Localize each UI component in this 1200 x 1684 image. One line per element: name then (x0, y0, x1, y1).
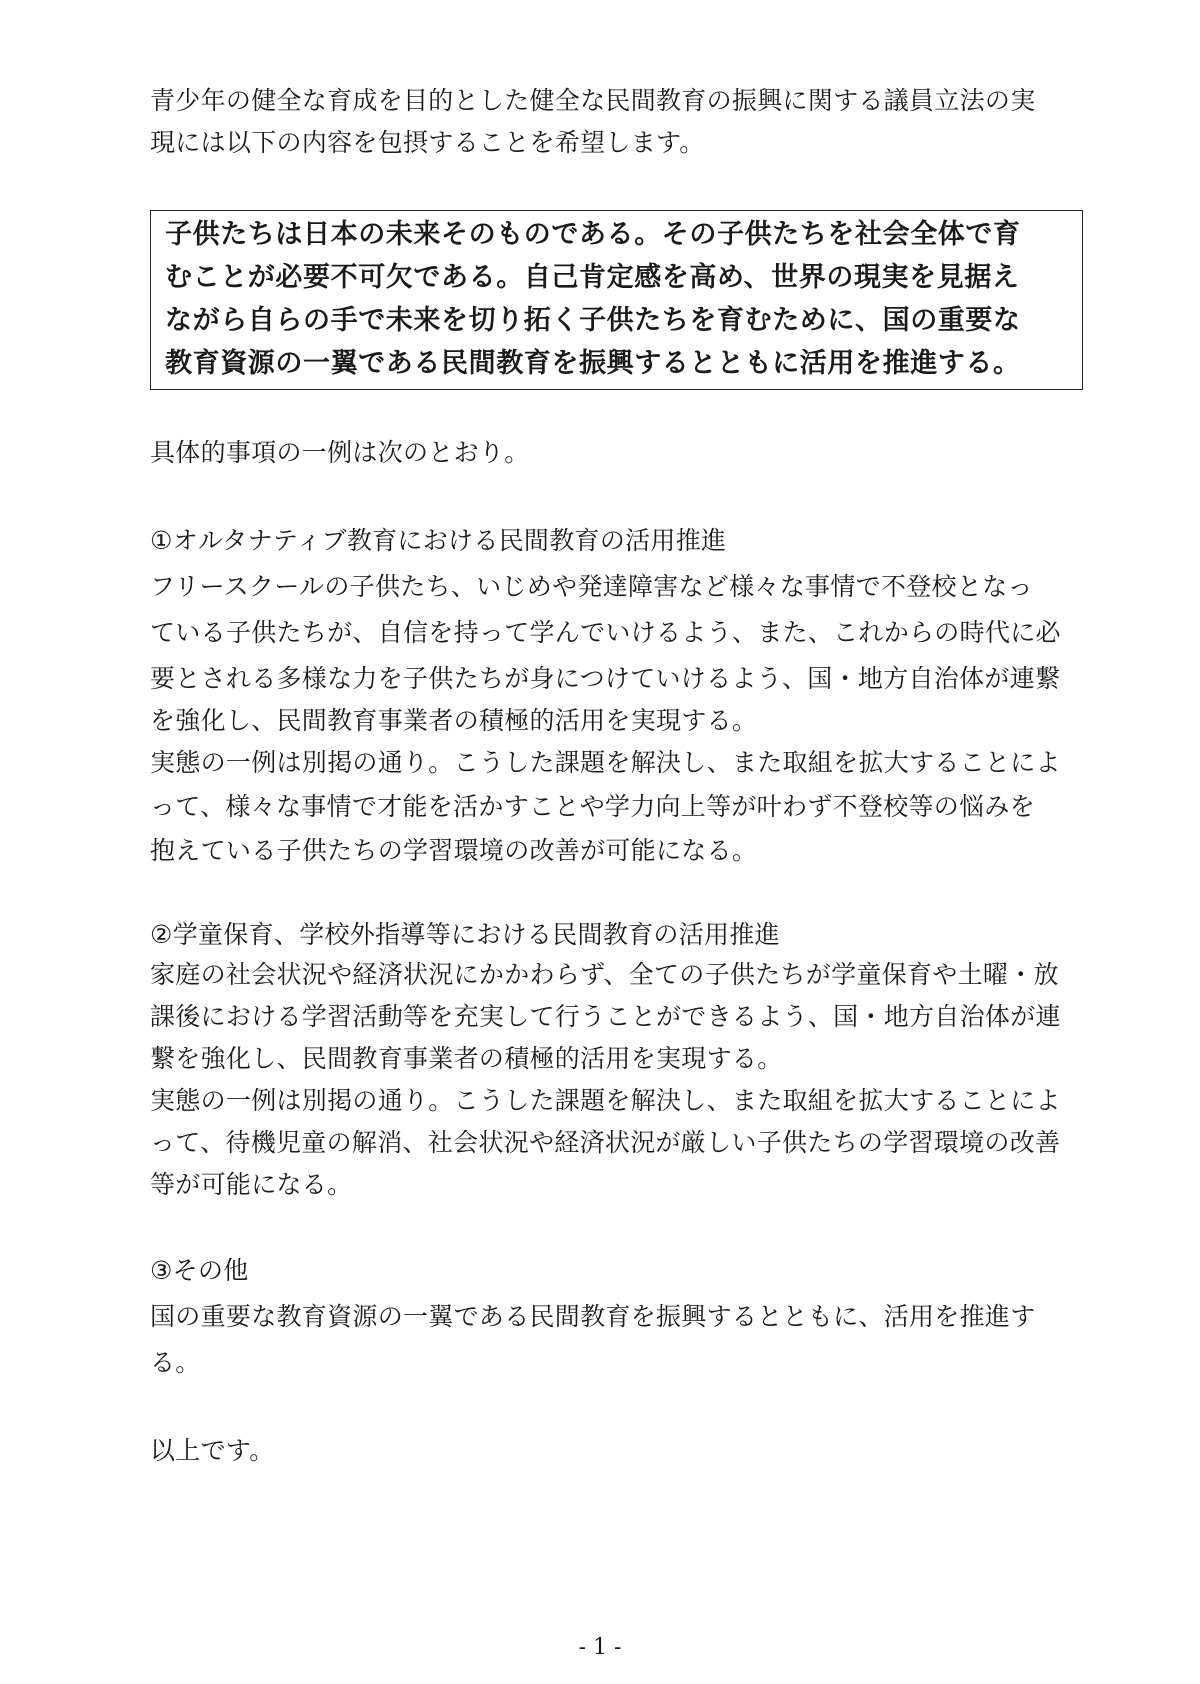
page-number: - 1 - (578, 1635, 622, 1660)
principle-line-1: 子供たちは日本の未来そのものである。その子供たちを社会全体で育 (165, 219, 1021, 250)
intro-line-2: 現には以下の内容を包摂することを希望します。 (150, 128, 705, 157)
item1-line-6: って、様々な事情で才能を活かすことや学力向上等が叶わず不登校等の悩みを (150, 792, 1036, 821)
item3-line-1: 国の重要な教育資源の一翼である民間教育を振興するとともに、活用を推進す (150, 1302, 1036, 1331)
item2-line-1: 家庭の社会状況や経済状況にかかわらず、全ての子供たちが学童保育や土曜・放 (150, 960, 1059, 989)
principle-line-2: むことが必要不可欠である。自己肯定感を高め、世界の現実を見据え (165, 262, 1020, 293)
principle-line-3: ながら自らの手で未来を切り拓く子供たちを育むために、国の重要な (165, 305, 1021, 336)
principle-line-4: 教育資源の一翼である民間教育を振興するとともに活用を推進する。 (165, 348, 1021, 379)
item2-line-6: 等が可能になる。 (150, 1170, 353, 1199)
item3-line-2: る。 (150, 1348, 201, 1377)
item1-heading: ①オルタナティブ教育における民間教育の活用推進 (150, 526, 727, 555)
item2-line-5: って、待機児童の解消、社会状況や経済状況が厳しい子供たちの学習環境の改善 (150, 1128, 1061, 1157)
item1-line-2: ている子供たちが、自信を持って学んでいけるよう、また、これからの時代に必 (150, 618, 1061, 647)
item2-line-2: 課後における学習活動等を充実して行うことができるよう、国・地方自治体が連 (150, 1002, 1061, 1031)
closing-text: 以上です。 (150, 1436, 275, 1465)
item1-line-1: フリースクールの子供たち、いじめや発達障害など様々な事情で不登校となっ (150, 572, 1033, 601)
item2-heading: ②学童保育、学校外指導等における民間教育の活用推進 (150, 920, 780, 949)
item3-heading: ③その他 (150, 1256, 249, 1285)
item2-line-4: 実態の一例は別掲の通り。こうした課題を解決し、また取組を拡大することによ (150, 1086, 1061, 1115)
item1-line-7: 抱えている子供たちの学習環境の改善が可能になる。 (150, 836, 758, 865)
principle-box (150, 210, 1083, 390)
item1-line-5: 実態の一例は別掲の通り。こうした課題を解決し、また取組を拡大することによ (150, 748, 1061, 777)
item2-line-3: 繋を強化し、民間教育事業者の積極的活用を実現する。 (150, 1044, 783, 1073)
intro-line-1: 青少年の健全な育成を目的とした健全な民間教育の振興に関する議員立法の実 (150, 86, 1036, 115)
item1-line-3: 要とされる多様な力を子供たちが身につけていけるよう、国・地方自治体が連繋 (150, 664, 1061, 693)
item1-line-4: を強化し、民間教育事業者の積極的活用を実現する。 (150, 706, 758, 735)
lead-text: 具体的事項の一例は次のとおり。 (150, 438, 530, 467)
